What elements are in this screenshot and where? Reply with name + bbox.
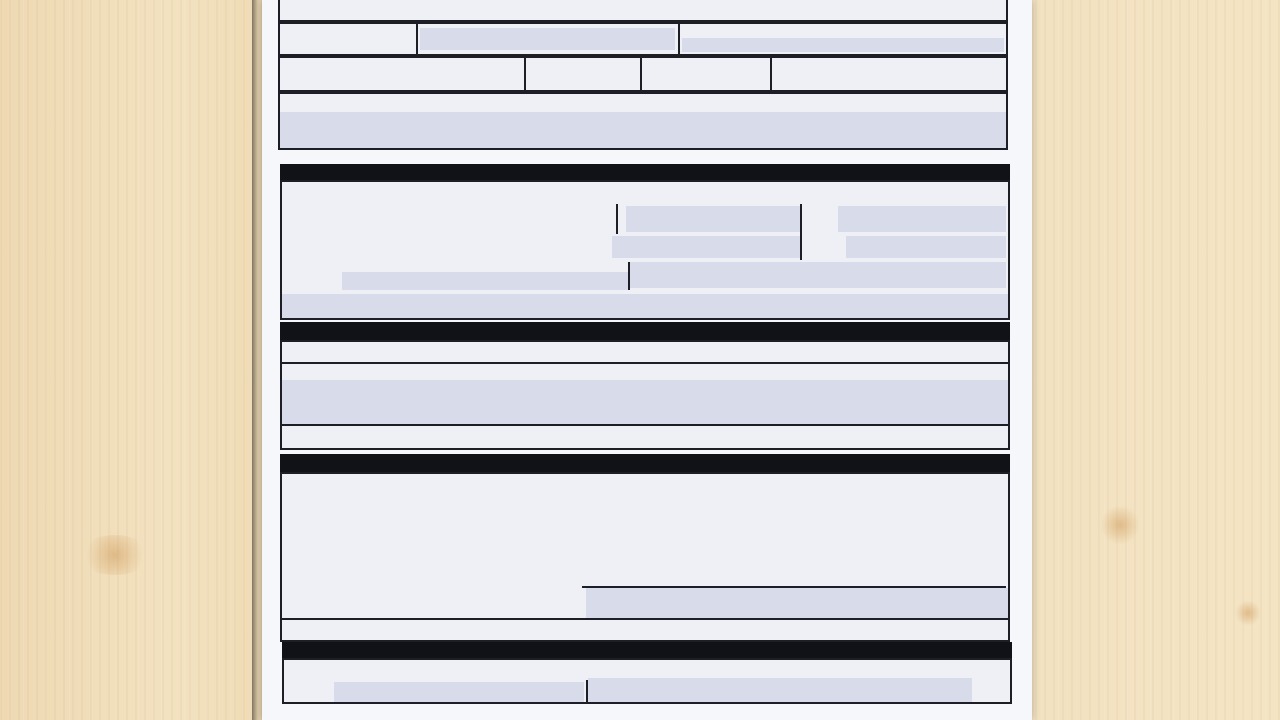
wood-knot bbox=[1235, 600, 1261, 626]
section-box bbox=[282, 658, 1012, 704]
section-title bbox=[282, 642, 1012, 658]
section-title bbox=[280, 322, 1010, 340]
address-box bbox=[278, 92, 1008, 150]
section-title bbox=[280, 164, 1010, 180]
paper-form bbox=[262, 0, 1032, 720]
wood-knot bbox=[80, 535, 150, 575]
section-box bbox=[280, 472, 1010, 642]
wood-knot bbox=[1100, 505, 1140, 545]
section-title bbox=[280, 454, 1010, 472]
header-row-2 bbox=[278, 56, 1008, 92]
header-row-1 bbox=[278, 22, 1008, 56]
section-box bbox=[280, 180, 1010, 320]
section-box bbox=[280, 340, 1010, 450]
header-box bbox=[278, 0, 1008, 22]
